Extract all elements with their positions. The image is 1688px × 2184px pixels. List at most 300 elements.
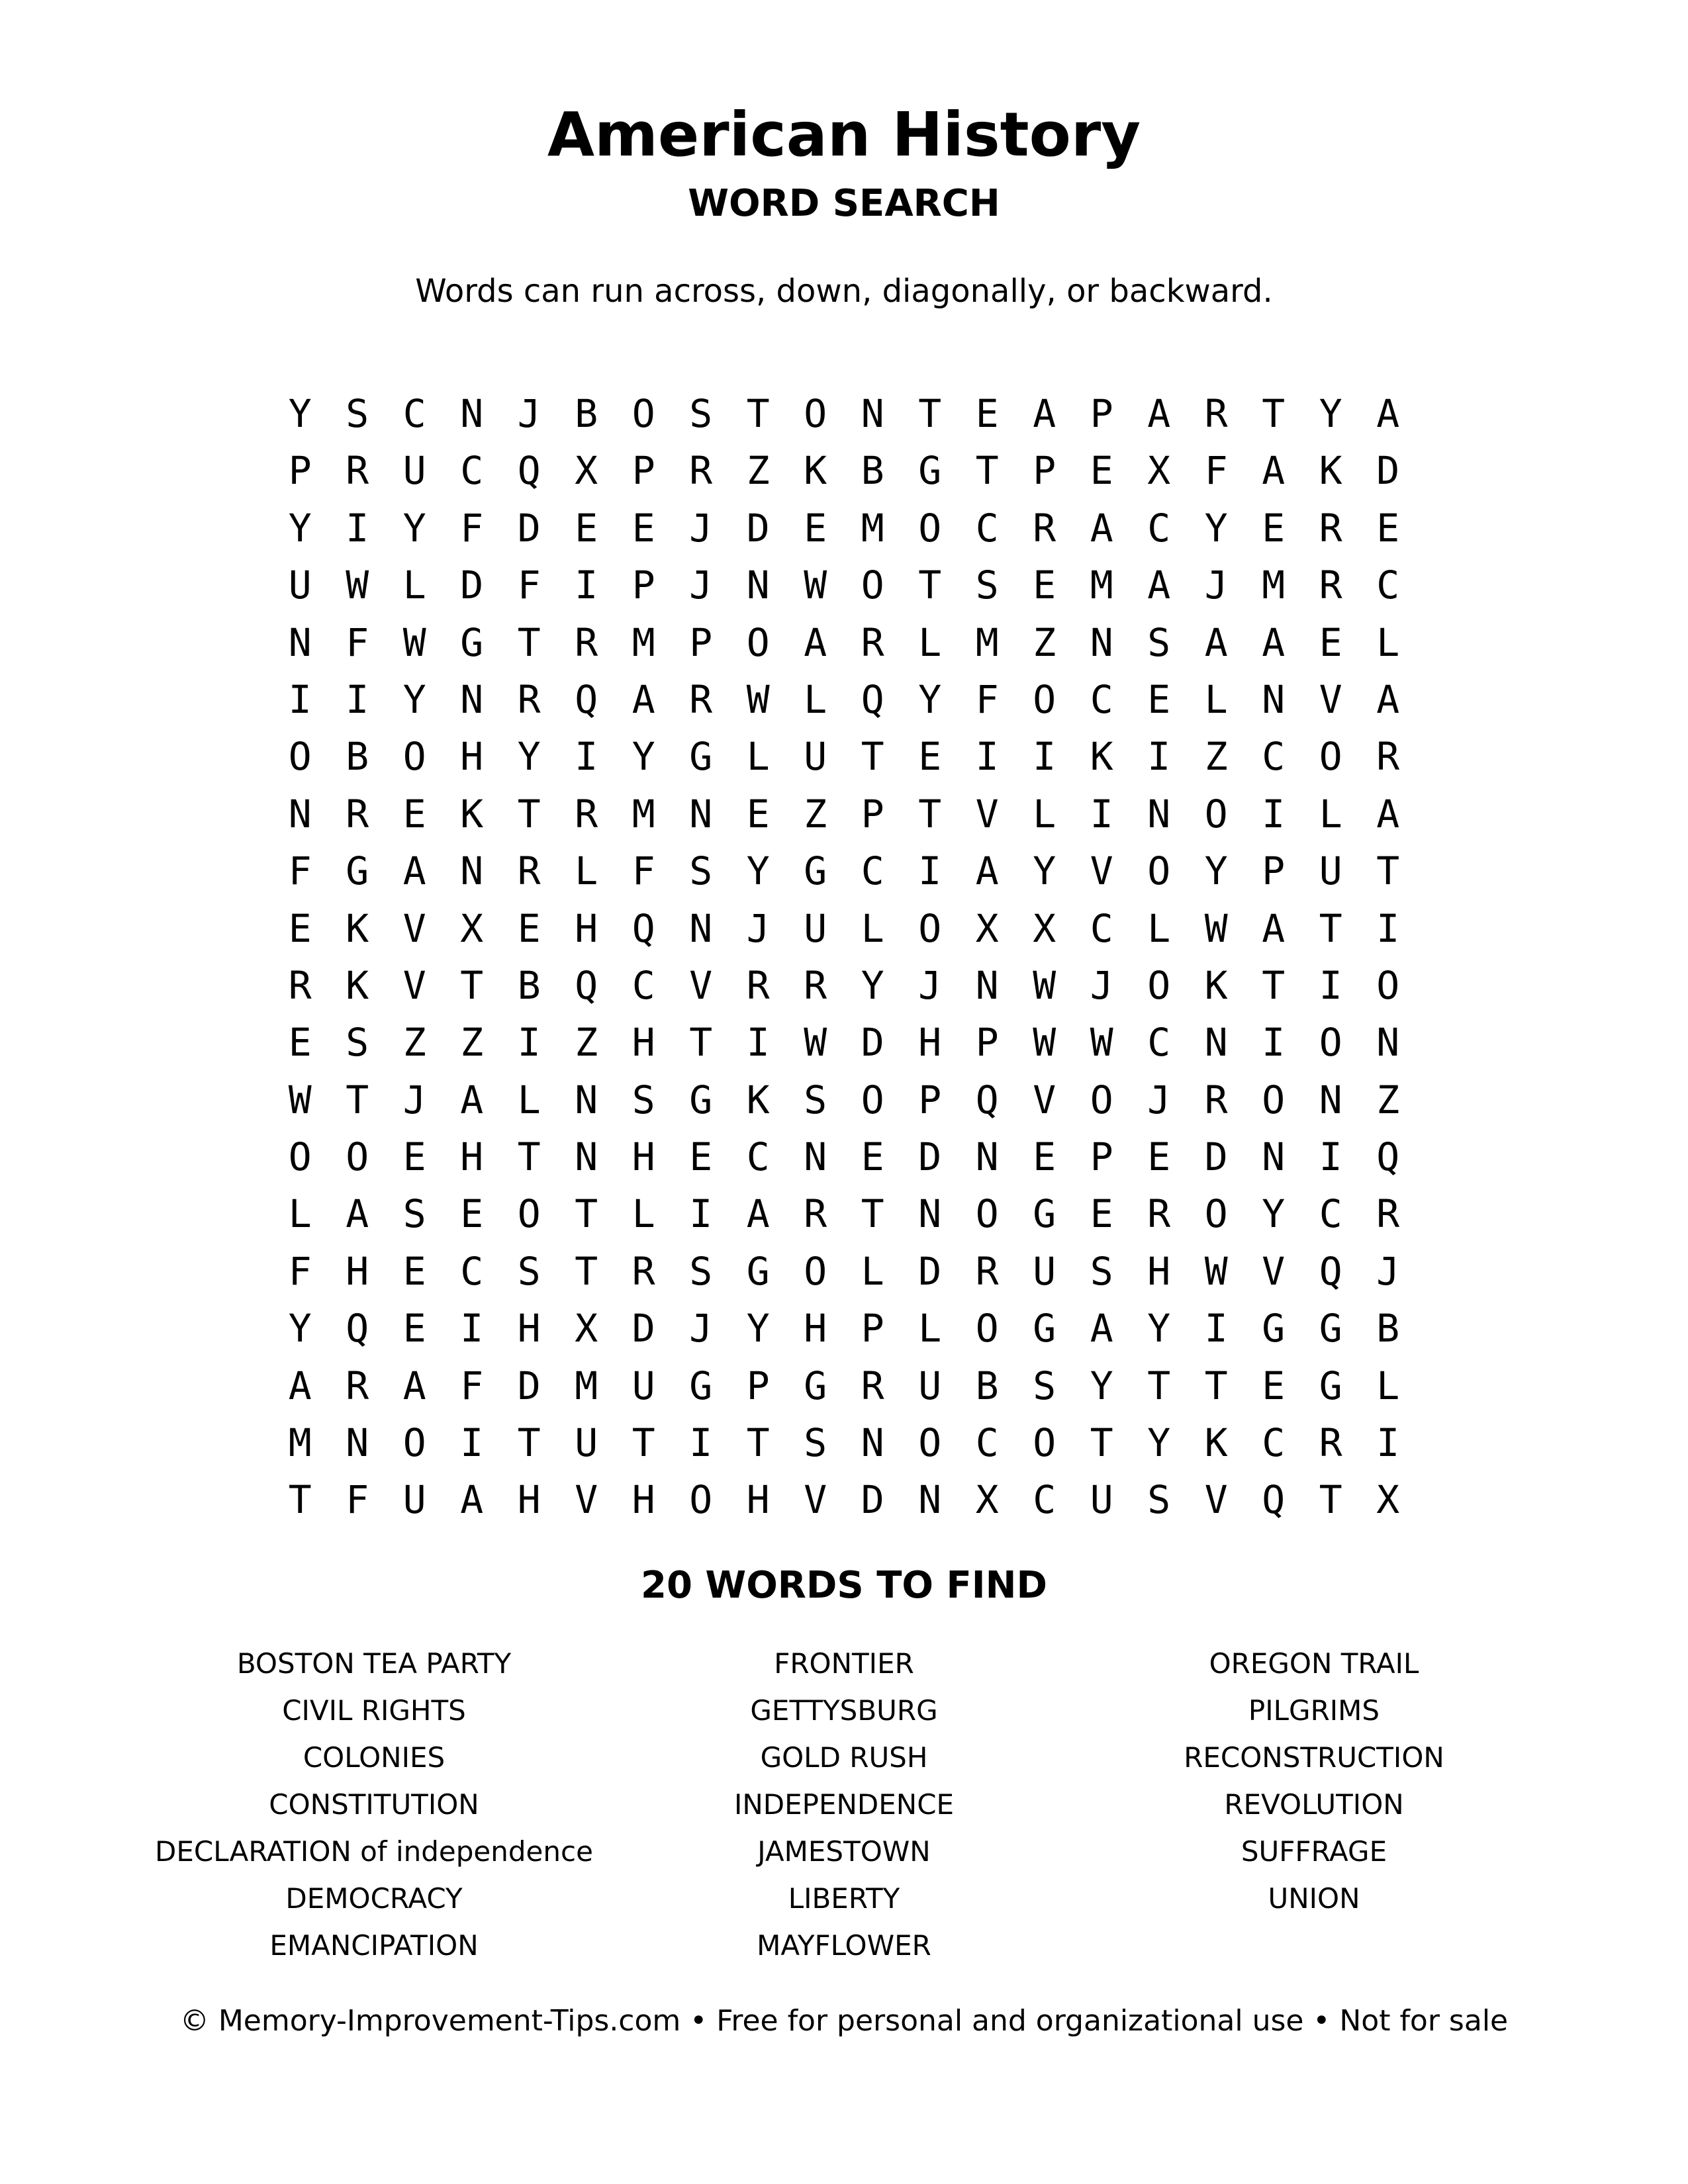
grid-letter: T xyxy=(1262,962,1286,1008)
grid-letter: N xyxy=(918,1191,942,1237)
grid-row xyxy=(271,385,1417,442)
grid-letter: C xyxy=(1319,1191,1342,1237)
grid-letter: O xyxy=(1204,791,1228,837)
grid-letter: E xyxy=(1376,505,1400,551)
grid-letter: Y xyxy=(1204,848,1228,894)
grid-letter: E xyxy=(746,791,770,837)
grid-letter: J xyxy=(517,391,541,436)
grid-letter: T xyxy=(1262,391,1286,436)
grid-letter: I xyxy=(1147,734,1171,780)
grid-letter: W xyxy=(1204,905,1228,951)
grid-letter: R xyxy=(1033,505,1056,551)
word-list-item: LIBERTY xyxy=(788,1882,900,1915)
grid-letter: C xyxy=(402,391,426,436)
grid-letter: T xyxy=(1147,1363,1171,1408)
grid-letter: O xyxy=(689,1477,713,1523)
grid-letter: O xyxy=(1090,1077,1113,1122)
grid-letter: O xyxy=(346,1134,369,1180)
grid-letter: R xyxy=(1204,391,1228,436)
grid-letter: C xyxy=(1376,563,1400,608)
grid-letter: R xyxy=(288,962,312,1008)
grid-letter: L xyxy=(288,1191,312,1237)
grid-letter: W xyxy=(1033,1020,1056,1066)
grid-letter: Y xyxy=(517,734,541,780)
grid-letter: H xyxy=(804,1306,827,1351)
grid-letter: C xyxy=(460,448,484,494)
grid-row xyxy=(271,900,1417,957)
grid-letter: Q xyxy=(517,448,541,494)
word-list-item: FRONTIER xyxy=(774,1647,914,1680)
grid-letter: D xyxy=(517,1363,541,1408)
grid-letter: Y xyxy=(1262,1191,1286,1237)
grid-letter: I xyxy=(1262,791,1286,837)
grid-letter: U xyxy=(632,1363,655,1408)
grid-letter: D xyxy=(460,563,484,608)
grid-letter: M xyxy=(632,619,655,665)
grid-letter: S xyxy=(402,1191,426,1237)
grid-letter: N xyxy=(746,563,770,608)
grid-letter: E xyxy=(1147,676,1171,722)
grid-letter: E xyxy=(1262,505,1286,551)
grid-letter: X xyxy=(1376,1477,1400,1523)
grid-row xyxy=(271,1128,1417,1185)
grid-letter: T xyxy=(861,1191,884,1237)
grid-letter: C xyxy=(975,505,999,551)
grid-letter: Z xyxy=(746,448,770,494)
grid-letter: R xyxy=(1319,1420,1342,1466)
grid-letter: N xyxy=(689,791,713,837)
grid-row xyxy=(271,1071,1417,1128)
grid-letter: P xyxy=(632,563,655,608)
grid-letter: G xyxy=(746,1248,770,1294)
grid-letter: J xyxy=(1376,1248,1400,1294)
footer-copyright: © Memory-Improvement-Tips.com • Free for personal and organizational use • Not for sale xyxy=(179,2004,1509,2038)
grid-letter: O xyxy=(746,619,770,665)
grid-letter: S xyxy=(804,1420,827,1466)
grid-letter: B xyxy=(1376,1306,1400,1351)
grid-letter: E xyxy=(861,1134,884,1180)
grid-letter: O xyxy=(804,1248,827,1294)
grid-letter: A xyxy=(402,1363,426,1408)
grid-letter: V xyxy=(689,962,713,1008)
grid-letter: P xyxy=(1090,391,1113,436)
grid-letter: A xyxy=(460,1077,484,1122)
grid-letter: A xyxy=(1262,448,1286,494)
grid-letter: W xyxy=(288,1077,312,1122)
grid-letter: G xyxy=(689,734,713,780)
grid-letter: L xyxy=(1376,619,1400,665)
grid-letter: C xyxy=(1262,734,1286,780)
grid-letter: H xyxy=(918,1020,942,1066)
grid-letter: A xyxy=(1262,619,1286,665)
grid-letter: W xyxy=(1090,1020,1113,1066)
grid-letter: F xyxy=(517,563,541,608)
grid-letter: P xyxy=(288,448,312,494)
grid-letter: T xyxy=(1090,1420,1113,1466)
grid-letter: H xyxy=(632,1020,655,1066)
grid-letter: N xyxy=(1090,619,1113,665)
grid-letter: G xyxy=(1033,1306,1056,1351)
grid-letter: S xyxy=(975,563,999,608)
grid-letter: S xyxy=(689,848,713,894)
grid-letter: A xyxy=(460,1477,484,1523)
grid-letter: O xyxy=(517,1191,541,1237)
grid-letter: C xyxy=(632,962,655,1008)
word-list-item: EMANCIPATION xyxy=(269,1929,479,1962)
grid-letter: V xyxy=(1033,1077,1056,1122)
word-list-item: JAMESTOWN xyxy=(757,1835,931,1868)
grid-letter: D xyxy=(517,505,541,551)
grid-letter: J xyxy=(689,505,713,551)
grid-letter: E xyxy=(632,505,655,551)
grid-letter: X xyxy=(1147,448,1171,494)
grid-letter: Q xyxy=(346,1306,369,1351)
grid-letter: O xyxy=(1033,676,1056,722)
grid-letter: W xyxy=(346,563,369,608)
grid-letter: F xyxy=(288,848,312,894)
grid-letter: O xyxy=(861,563,884,608)
grid-letter: J xyxy=(1090,962,1113,1008)
grid-letter: D xyxy=(1204,1134,1228,1180)
grid-letter: E xyxy=(1319,619,1342,665)
grid-letter: O xyxy=(804,391,827,436)
grid-letter: T xyxy=(746,1420,770,1466)
grid-letter: X xyxy=(1033,905,1056,951)
grid-letter: I xyxy=(1319,962,1342,1008)
grid-letter: B xyxy=(861,448,884,494)
grid-letter: G xyxy=(346,848,369,894)
grid-letter: R xyxy=(575,619,598,665)
grid-letter: L xyxy=(746,734,770,780)
grid-letter: N xyxy=(1204,1020,1228,1066)
grid-letter: P xyxy=(689,619,713,665)
grid-letter: F xyxy=(346,1477,369,1523)
grid-letter: Q xyxy=(1319,1248,1342,1294)
grid-letter: I xyxy=(288,676,312,722)
grid-letter: H xyxy=(460,734,484,780)
grid-letter: F xyxy=(346,619,369,665)
grid-row xyxy=(271,442,1417,499)
grid-row xyxy=(271,1471,1417,1528)
grid-letter: L xyxy=(918,1306,942,1351)
grid-row xyxy=(271,728,1417,785)
grid-letter: A xyxy=(1376,391,1400,436)
grid-letter: Y xyxy=(288,505,312,551)
grid-letter: E xyxy=(517,905,541,951)
grid-letter: E xyxy=(804,505,827,551)
grid-row xyxy=(271,786,1417,842)
word-list-item: DECLARATION of independence xyxy=(155,1835,593,1868)
grid-letter: I xyxy=(746,1020,770,1066)
grid-letter: K xyxy=(1204,962,1228,1008)
grid-letter: Q xyxy=(1376,1134,1400,1180)
grid-letter: Q xyxy=(861,676,884,722)
grid-letter: H xyxy=(517,1477,541,1523)
grid-letter: W xyxy=(1033,962,1056,1008)
grid-letter: Y xyxy=(288,1306,312,1351)
grid-letter: S xyxy=(346,1020,369,1066)
grid-letter: V xyxy=(804,1477,827,1523)
grid-row xyxy=(271,1185,1417,1242)
grid-letter: N xyxy=(1319,1077,1342,1122)
grid-letter: T xyxy=(517,1134,541,1180)
grid-letter: V xyxy=(1204,1477,1228,1523)
grid-letter: B xyxy=(517,962,541,1008)
grid-letter: T xyxy=(1319,905,1342,951)
grid-letter: P xyxy=(1090,1134,1113,1180)
grid-letter: I xyxy=(1376,1420,1400,1466)
grid-row xyxy=(271,842,1417,899)
grid-row xyxy=(271,557,1417,614)
grid-letter: A xyxy=(402,848,426,894)
word-list-item: OREGON TRAIL xyxy=(1209,1647,1419,1680)
grid-letter: L xyxy=(632,1191,655,1237)
instructions: Words can run across, down, diagonally, or backward. xyxy=(415,273,1273,310)
grid-letter: J xyxy=(689,1306,713,1351)
grid-letter: F xyxy=(288,1248,312,1294)
grid-letter: J xyxy=(1204,563,1228,608)
grid-letter: H xyxy=(346,1248,369,1294)
grid-letter: O xyxy=(288,1134,312,1180)
grid-letter: P xyxy=(861,1306,884,1351)
grid-letter: E xyxy=(575,505,598,551)
grid-row xyxy=(271,957,1417,1014)
grid-letter: L xyxy=(1033,791,1056,837)
grid-letter: D xyxy=(861,1477,884,1523)
grid-letter: V xyxy=(575,1477,598,1523)
word-list-item: SUFFRAGE xyxy=(1241,1835,1387,1868)
grid-letter: C xyxy=(1147,1020,1171,1066)
grid-letter: W xyxy=(1204,1248,1228,1294)
word-list-item: GOLD RUSH xyxy=(760,1741,928,1774)
grid-letter: N xyxy=(460,848,484,894)
grid-letter: E xyxy=(1262,1363,1286,1408)
grid-letter: Y xyxy=(746,848,770,894)
grid-letter: T xyxy=(918,563,942,608)
grid-letter: O xyxy=(1319,1020,1342,1066)
grid-letter: T xyxy=(517,1420,541,1466)
grid-letter: N xyxy=(689,905,713,951)
grid-row xyxy=(271,671,1417,728)
word-list-item: DEMOCRACY xyxy=(285,1882,463,1915)
grid-letter: R xyxy=(746,962,770,1008)
grid-letter: T xyxy=(575,1191,598,1237)
grid-letter: T xyxy=(460,962,484,1008)
grid-letter: S xyxy=(689,391,713,436)
grid-letter: C xyxy=(1033,1477,1056,1523)
grid-letter: V xyxy=(1262,1248,1286,1294)
grid-letter: I xyxy=(975,734,999,780)
grid-letter: B xyxy=(346,734,369,780)
grid-letter: O xyxy=(1319,734,1342,780)
grid-letter: G xyxy=(804,848,827,894)
grid-letter: L xyxy=(861,905,884,951)
grid-letter: S xyxy=(632,1077,655,1122)
grid-letter: P xyxy=(1262,848,1286,894)
grid-letter: U xyxy=(402,1477,426,1523)
grid-letter: K xyxy=(1090,734,1113,780)
grid-letter: U xyxy=(402,448,426,494)
grid-letter: V xyxy=(402,905,426,951)
grid-letter: M xyxy=(288,1420,312,1466)
grid-letter: V xyxy=(1090,848,1113,894)
grid-letter: O xyxy=(288,734,312,780)
grid-letter: O xyxy=(402,734,426,780)
grid-letter: R xyxy=(517,676,541,722)
grid-letter: Q xyxy=(1262,1477,1286,1523)
grid-letter: P xyxy=(861,791,884,837)
word-list-item: RECONSTRUCTION xyxy=(1184,1741,1444,1774)
grid-letter: P xyxy=(632,448,655,494)
grid-letter: P xyxy=(1033,448,1056,494)
grid-letter: D xyxy=(918,1248,942,1294)
grid-letter: Z xyxy=(402,1020,426,1066)
grid-letter: L xyxy=(1376,1363,1400,1408)
grid-letter: D xyxy=(1376,448,1400,494)
grid-letter: N xyxy=(288,791,312,837)
grid-letter: T xyxy=(918,791,942,837)
grid-letter: N xyxy=(460,676,484,722)
grid-letter: D xyxy=(918,1134,942,1180)
grid-letter: A xyxy=(1204,619,1228,665)
grid-letter: G xyxy=(1319,1363,1342,1408)
grid-row xyxy=(271,1357,1417,1414)
grid-letter: W xyxy=(402,619,426,665)
grid-letter: E xyxy=(402,1306,426,1351)
grid-letter: P xyxy=(975,1020,999,1066)
grid-letter: K xyxy=(346,905,369,951)
grid-letter: L xyxy=(1147,905,1171,951)
grid-letter: T xyxy=(1204,1363,1228,1408)
grid-letter: B xyxy=(575,391,598,436)
grid-letter: S xyxy=(1147,619,1171,665)
grid-letter: J xyxy=(402,1077,426,1122)
word-list-item: UNION xyxy=(1268,1882,1360,1915)
grid-letter: E xyxy=(1033,1134,1056,1180)
grid-letter: L xyxy=(804,676,827,722)
grid-letter: U xyxy=(1090,1477,1113,1523)
grid-letter: I xyxy=(460,1420,484,1466)
grid-letter: F xyxy=(1204,448,1228,494)
grid-letter: S xyxy=(1147,1477,1171,1523)
grid-letter: T xyxy=(575,1248,598,1294)
grid-letter: K xyxy=(1319,448,1342,494)
grid-letter: N xyxy=(460,391,484,436)
grid-letter: A xyxy=(1376,676,1400,722)
grid-letter: O xyxy=(1376,962,1400,1008)
grid-letter: I xyxy=(1090,791,1113,837)
grid-letter: I xyxy=(1204,1306,1228,1351)
grid-letter: R xyxy=(346,791,369,837)
word-list-item: CIVIL RIGHTS xyxy=(282,1694,466,1727)
grid-letter: D xyxy=(861,1020,884,1066)
grid-letter: N xyxy=(1376,1020,1400,1066)
grid-letter: I xyxy=(346,505,369,551)
grid-letter: R xyxy=(346,1363,369,1408)
grid-letter: Y xyxy=(402,505,426,551)
grid-letter: F xyxy=(975,676,999,722)
grid-letter: C xyxy=(460,1248,484,1294)
grid-letter: I xyxy=(1376,905,1400,951)
word-list-item: CONSTITUTION xyxy=(269,1788,479,1821)
grid-letter: A xyxy=(288,1363,312,1408)
grid-letter: J xyxy=(689,563,713,608)
grid-letter: E xyxy=(689,1134,713,1180)
grid-letter: W xyxy=(804,563,827,608)
grid-letter: K xyxy=(804,448,827,494)
grid-letter: C xyxy=(746,1134,770,1180)
grid-letter: A xyxy=(1262,905,1286,951)
grid-letter: G xyxy=(918,448,942,494)
grid-letter: X xyxy=(575,1306,598,1351)
grid-letter: R xyxy=(861,619,884,665)
grid-letter: X xyxy=(460,905,484,951)
grid-letter: R xyxy=(804,1191,827,1237)
grid-letter: S xyxy=(517,1248,541,1294)
grid-letter: A xyxy=(746,1191,770,1237)
grid-letter: K xyxy=(346,962,369,1008)
grid-letter: M xyxy=(632,791,655,837)
grid-letter: R xyxy=(346,448,369,494)
grid-letter: V xyxy=(402,962,426,1008)
grid-letter: C xyxy=(861,848,884,894)
grid-letter: Y xyxy=(1090,1363,1113,1408)
grid-letter: O xyxy=(1033,1420,1056,1466)
grid-letter: H xyxy=(632,1477,655,1523)
grid-letter: T xyxy=(1319,1477,1342,1523)
grid-letter: D xyxy=(632,1306,655,1351)
grid-letter: L xyxy=(1204,676,1228,722)
grid-letter: E xyxy=(288,905,312,951)
grid-letter: U xyxy=(804,734,827,780)
grid-letter: U xyxy=(804,905,827,951)
grid-letter: E xyxy=(1090,448,1113,494)
grid-letter: T xyxy=(861,734,884,780)
grid-letter: Y xyxy=(1319,391,1342,436)
grid-letter: H xyxy=(575,905,598,951)
grid-letter: S xyxy=(689,1248,713,1294)
grid-letter: Q xyxy=(575,676,598,722)
word-list-column-3 xyxy=(1036,1640,1592,1922)
grid-letter: K xyxy=(460,791,484,837)
grid-letter: O xyxy=(975,1306,999,1351)
grid-letter: N xyxy=(1147,791,1171,837)
grid-letter: Y xyxy=(746,1306,770,1351)
grid-letter: O xyxy=(918,1420,942,1466)
grid-letter: A xyxy=(1090,1306,1113,1351)
grid-letter: L xyxy=(918,619,942,665)
grid-letter: C xyxy=(1262,1420,1286,1466)
grid-letter: R xyxy=(689,448,713,494)
grid-letter: X xyxy=(975,905,999,951)
grid-letter: Y xyxy=(1204,505,1228,551)
grid-letter: F xyxy=(632,848,655,894)
grid-letter: Z xyxy=(575,1020,598,1066)
grid-row xyxy=(271,1300,1417,1357)
grid-letter: W xyxy=(746,676,770,722)
grid-letter: Q xyxy=(975,1077,999,1122)
grid-letter: V xyxy=(975,791,999,837)
grid-letter: Y xyxy=(288,391,312,436)
grid-letter: C xyxy=(1147,505,1171,551)
grid-letter: G xyxy=(804,1363,827,1408)
grid-letter: E xyxy=(402,1248,426,1294)
grid-letter: N xyxy=(346,1420,369,1466)
grid-letter: N xyxy=(575,1077,598,1122)
grid-letter: Q xyxy=(632,905,655,951)
word-list-item: MAYFLOWER xyxy=(757,1929,931,1962)
grid-letter: F xyxy=(460,505,484,551)
